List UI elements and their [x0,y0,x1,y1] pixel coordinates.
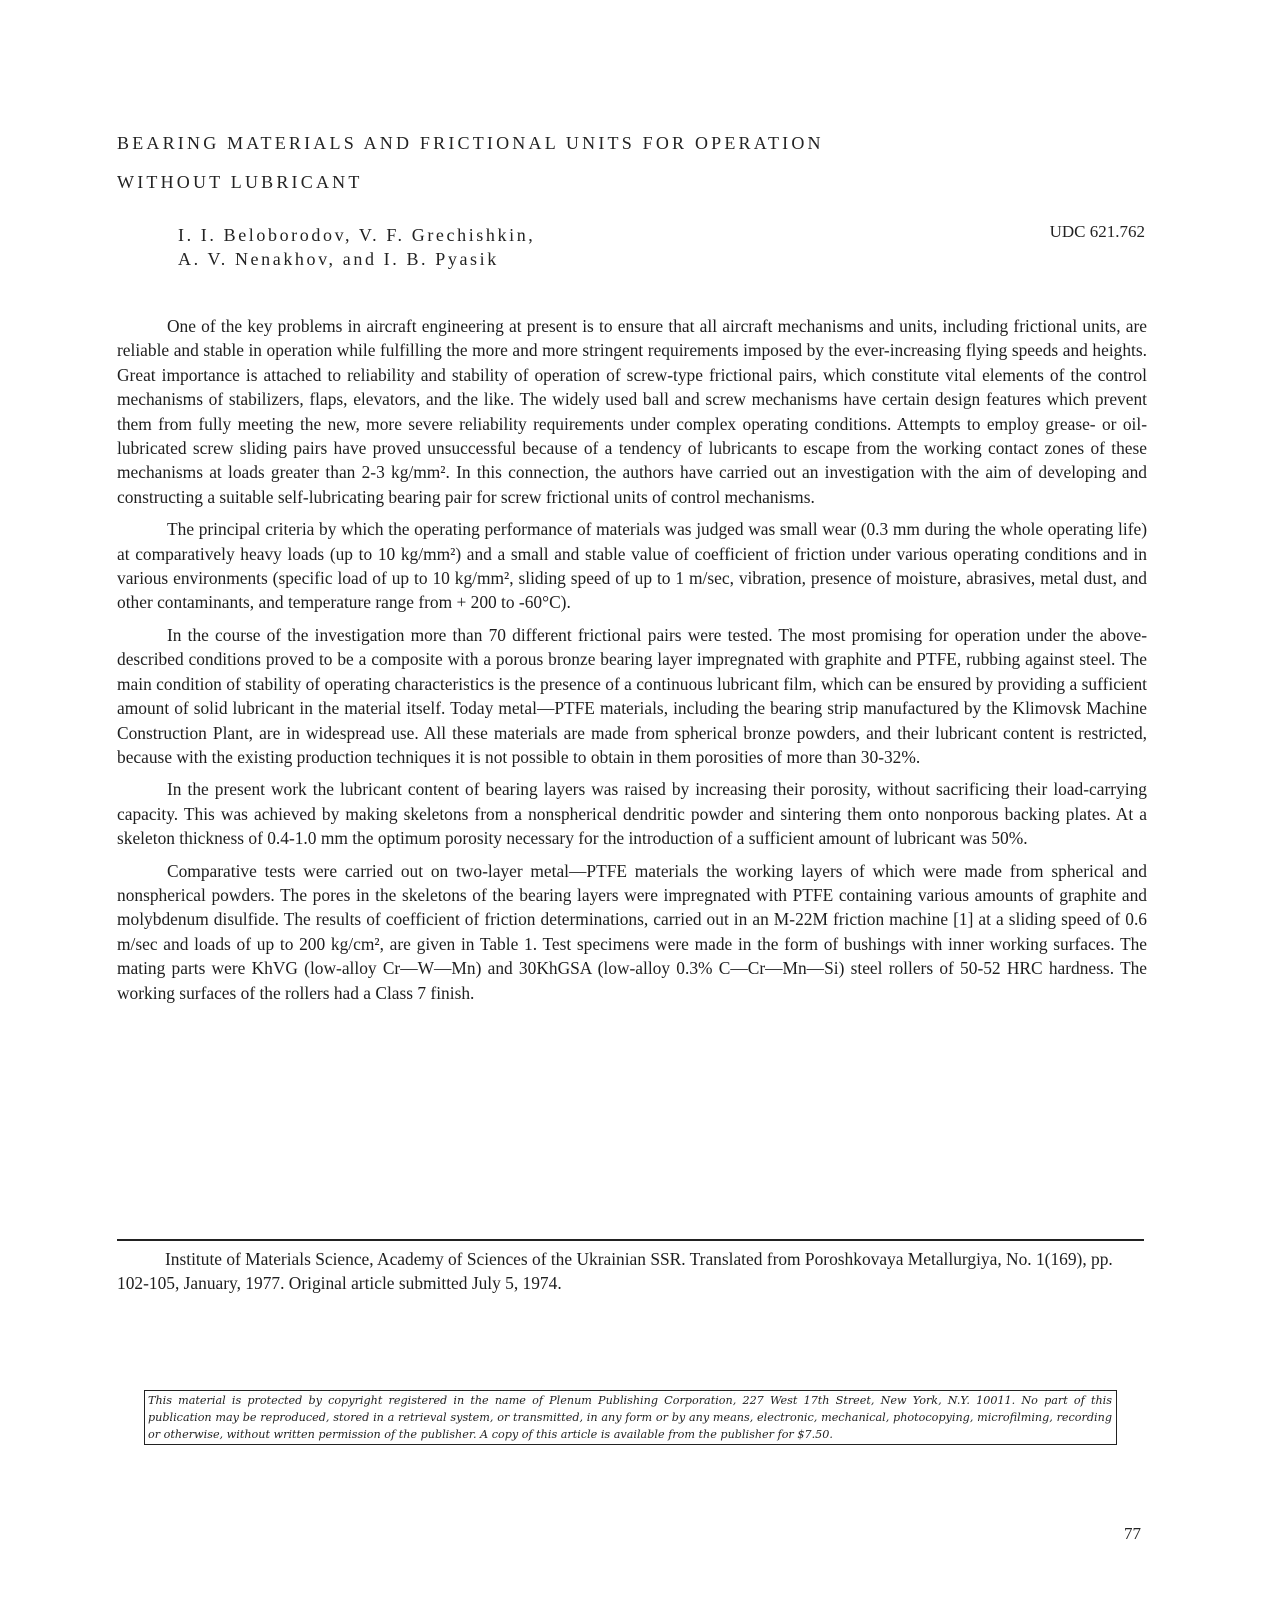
affiliation-footnote: Institute of Materials Science, Academy of Sciences of the Ukrainian SSR. Translated from Poroshkovaya Metallurgiya, No. 1(169), pp. 102-105, January, 1977. Original article submitted July 5, 1974. [117,1249,1113,1293]
udc-code: UDC 621.762 [1049,222,1145,241]
article-body [117,314,1147,1013]
footnote-divider [117,1239,1144,1241]
page-number: 77 [1124,1524,1141,1543]
paragraph-4: In the present work the lubricant content of bearing layers was raised by increasing their porosity, without sacrificing their load-carrying capacity. This was achieved by making skeletons from a nonspherical dendritic powder and sintering them onto nonporous backing plates. At a skeleton thickness of 0.4-1.0 mm the optimum porosity necessary for the introduction of a sufficient amount of lubricant was 50%. [117,779,1147,849]
paragraph-2: The principal criteria by which the operating performance of materials was judged was small wear (0.3 mm during the whole operating life) at comparatively heavy loads (up to 10 kg/mm²) and a small and stable value of coefficient of friction under various operating conditions and in various environments (specific load of up to 10 kg/mm², sliding speed of up to 1 m/sec, vibration, presence of moisture, abrasives, metal dust, and other contaminants, and temperature range from + 200 to -60°C). [117,519,1147,613]
authors [178,223,535,271]
copyright-notice: This material is protected by copyright registered in the name of Plenum Publishing Corporation, 227 West 17th Street, New York, N.Y. 10011. No part of this publication may be reproduced, stored in a retrieval system, or transmitted, in any form or by any means, electronic, mechanical, photocopying, microfilming, recording or otherwise, without written permission of the publisher. A copy of this article is available from the publisher for $7.50. [144,1390,1117,1445]
article-title-line-2: WITHOUT LUBRICANT [117,172,363,192]
authors-line-1: I. I. Beloborodov, V. F. Grechishkin, [178,225,536,245]
authors-line-2: A. V. Nenakhov, and I. B. Pyasik [178,249,499,269]
article-title-line-1: BEARING MATERIALS AND FRICTIONAL UNITS FOR OPERATION [117,133,824,153]
paragraph-3: In the course of the investigation more than 70 different frictional pairs were tested. The most promising for operation under the above-described conditions proved to be a composite with a porous bronze bearing layer impregnated with graphite and PTFE, rubbing against steel. The main condition of stability of operating characteristics is the presence of a continuous lubricant film, which can be ensured by providing a sufficient amount of solid lubricant in the material itself. Today metal—PTFE materials, including the bearing strip manufactured by the Klimovsk Machine Construction Plant, are in widespread use. All these materials are made from spherical bronze powders, and their lubricant content is restricted, because with the existing production techniques it is not possible to obtain in them porosities of more than 30-32%. [117,624,1147,767]
paragraph-5: Comparative tests were carried out on two-layer metal—PTFE materials the working layers of which were made from spherical and nonspherical powders. The pores in the skeletons of the bearing layers were impregnated with PTFE containing various amounts of graphite and molybdenum disulfide. The results of coefficient of friction determinations, carried out in an M-22M friction machine [1] at a sliding speed of 0.6 m/sec and loads of up to 200 kg/cm², are given in Table 1. Test specimens were made in the form of bushings with inner working surfaces. The mating parts were KhVG (low-alloy Cr—W—Mn) and 30KhGSA (low-alloy 0.3% C—Cr—Mn—Si) steel rollers of 50-52 HRC hardness. The working surfaces of the rollers had a Class 7 finish. [117,860,1147,1003]
paragraph-1: One of the key problems in aircraft engineering at present is to ensure that all aircraft mechanisms and units, including frictional units, are reliable and stable in operation while fulfilling the more and more stringent requirements imposed by the ever-increasing flying speeds and heights. Great importance is attached to reliability and stability of operation of screw-type frictional pairs, which constitute vital elements of the control mechanisms of stabilizers, flaps, elevators, and the like. The widely used ball and screw mechanisms have certain design features which prevent them from fully meeting the new, more severe reliability requirements under complex operating conditions. Attempts to employ grease- or oil-lubricated screw sliding pairs have proved unsuccessful because of a tendency of lubricants to escape from the working contact zones of these mechanisms at loads greater than 2-3 kg/mm². In this connection, the authors have carried out an investigation with the aim of developing and constructing a suitable self-lubricating bearing pair for screw frictional units of control mechanisms. [117,316,1147,507]
